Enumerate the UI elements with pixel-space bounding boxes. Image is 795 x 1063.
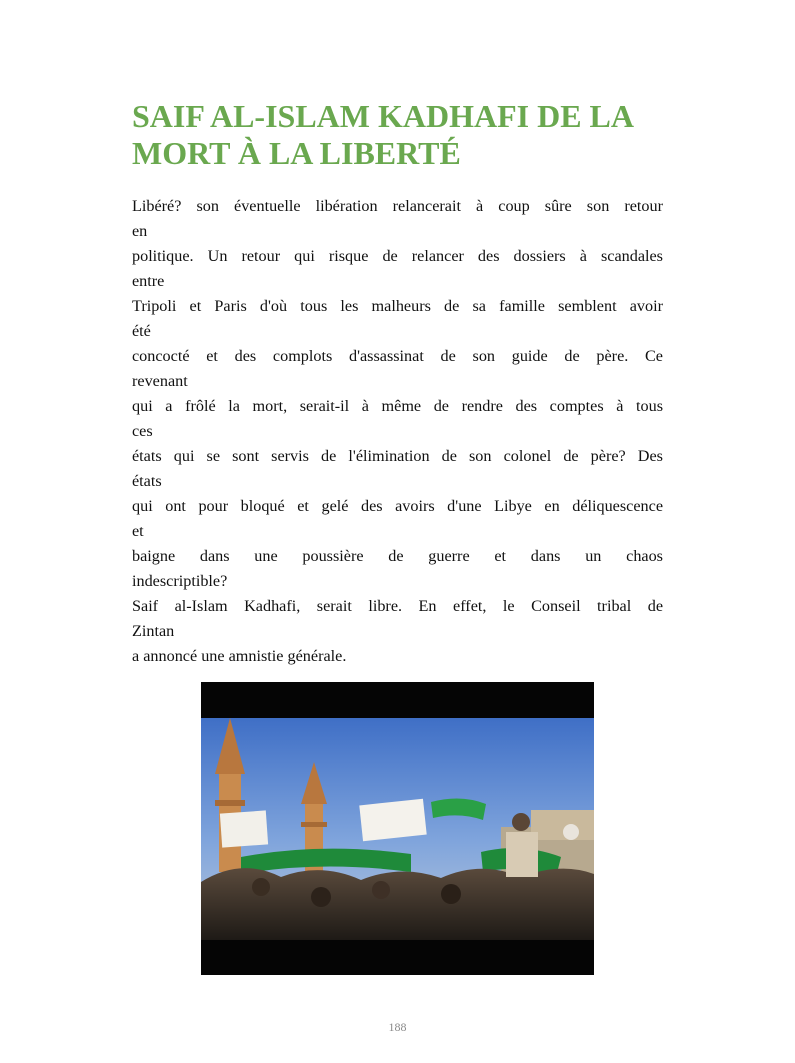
- body-line: qui ont pour bloqué et gelé des avoirs d'une Libye en déliquescence: [132, 497, 663, 515]
- body-line: Zintan: [132, 622, 175, 640]
- page-title: [132, 98, 672, 172]
- body-line: revenant: [132, 372, 188, 390]
- body-line: ces: [132, 422, 153, 440]
- body-line: Saif al-Islam Kadhafi, serait libre. En effet, le Conseil tribal de: [132, 597, 663, 615]
- body-line: concocté et des complots d'assassinat de son guide de père. Ce: [132, 347, 663, 365]
- body-line: entre: [132, 272, 165, 290]
- body-line: qui a frôlé la mort, serait-il à même de rendre des comptes à tous: [132, 397, 663, 415]
- body-line: baigne dans une poussière de guerre et dans un chaos: [132, 547, 663, 565]
- body-line: états qui se sont servis de l'élimination de son colonel de père? Des: [132, 447, 663, 465]
- article-body: [132, 194, 663, 669]
- crowd-photo-illustration: [201, 682, 594, 975]
- body-line: été: [132, 322, 151, 340]
- body-line: Tripoli et Paris d'où tous les malheurs de sa famille semblent avoir: [132, 297, 663, 315]
- body-line: et: [132, 522, 144, 540]
- title-line-1: SAIF AL-ISLAM KADHAFI DE LA: [132, 98, 634, 134]
- crowd-photo: [201, 682, 594, 975]
- page-number: 188: [388, 1020, 407, 1034]
- title-line-2: MORT À LA LIBERTÉ: [132, 135, 461, 171]
- body-line: a annoncé une amnistie générale.: [132, 647, 347, 665]
- body-line: indescriptible?: [132, 572, 228, 590]
- body-line: politique. Un retour qui risque de relancer des dossiers à scandales: [132, 247, 663, 265]
- body-line: Libéré? son éventuelle libération relancerait à coup sûre son retour: [132, 197, 663, 215]
- body-line: en: [132, 222, 148, 240]
- body-line: états: [132, 472, 162, 490]
